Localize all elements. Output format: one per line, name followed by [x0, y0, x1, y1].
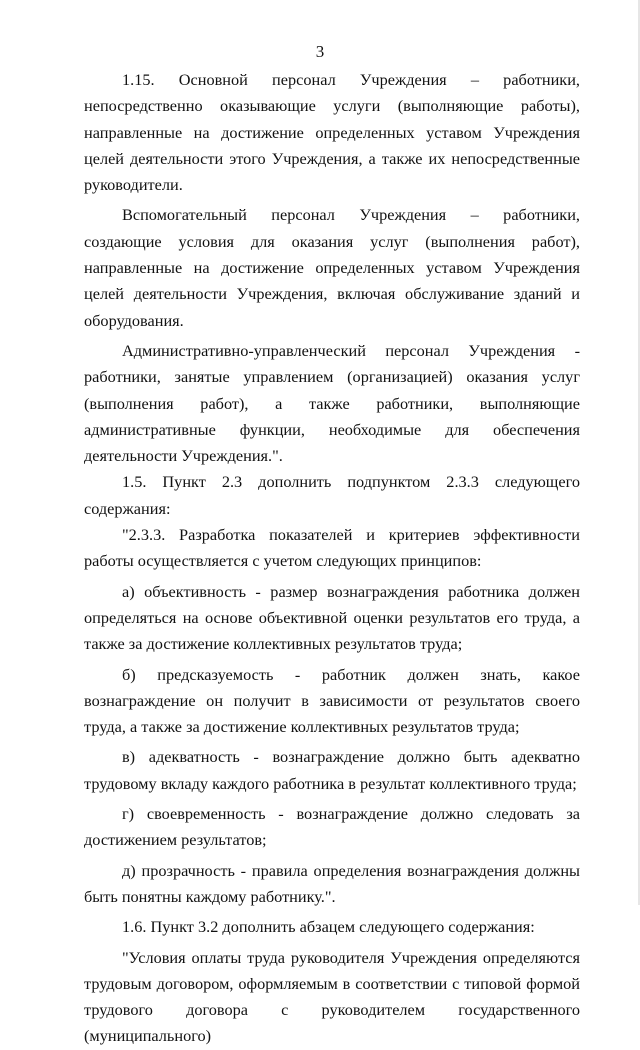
- paragraph-admin-staff: Административно-управленческий персонал Учреждения - работники, занятые управлением (организацией) оказания услуг (выполнения работ), а также работники, выполняющие административные функции, необходимые для обеспечения деятельности Учреждения.".: [84, 340, 580, 466]
- page-number: 3: [315, 42, 325, 61]
- paragraph-principle-a: а) объективность - размер вознаграждения работника должен определяться на основе объективной оценки результатов его труда, а также за достижение коллективных результатов труда;: [84, 581, 580, 654]
- document-body: [84, 67, 580, 1050]
- paragraph-head-salary: "Условия оплаты труда руководителя Учреждения определяются трудовым договором, оформляемым в соответствии с типовой формой трудового договора с руководителем государственного (муниципального): [84, 947, 580, 1046]
- paragraph-main-staff: 1.15. Основной персонал Учреждения – работники, непосредственно оказывающие услуги (выполняющие работы), направленные на достижение определенных уставом Учреждения целей деятельности этого Учреждения, а также их непосредственные руководители.: [84, 70, 580, 195]
- paragraph-principle-b: б) предсказуемость - работник должен знать, какое вознаграждение он получит в зависимости от результатов своего труда, а также за достижение коллективных результатов труда;: [84, 664, 580, 737]
- paragraph-principle-v: в) адекватность - вознаграждение должно быть адекватно трудовому вкладу каждого работника в результат коллективного труда;: [84, 747, 580, 793]
- paragraph-principle-g: г) своевременность - вознаграждение должно следовать за достижением результатов;: [84, 804, 580, 850]
- paragraph-item-1-5: 1.5. Пункт 2.3 дополнить подпунктом 2.3.3 следующего содержания:: [84, 472, 580, 518]
- paragraph-principle-d: д) прозрачность - правила определения вознаграждения должны быть понятны каждому работнику.".: [84, 860, 580, 906]
- paragraph-item-1-6: 1.6. Пункт 3.2 дополнить абзацем следующего содержания:: [122, 917, 535, 937]
- paragraph-2-3-3: "2.3.3. Разработка показателей и критериев эффективности работы осуществляется с учетом следующих принципов:: [84, 525, 580, 571]
- paragraph-support-staff: Вспомогательный персонал Учреждения – работники, создающие условия для оказания услуг (выполнения работ), направленные на достижение определенных уставом Учреждения целей деятельности Учреждения, включая обслуживание зданий и оборудования.: [84, 205, 580, 330]
